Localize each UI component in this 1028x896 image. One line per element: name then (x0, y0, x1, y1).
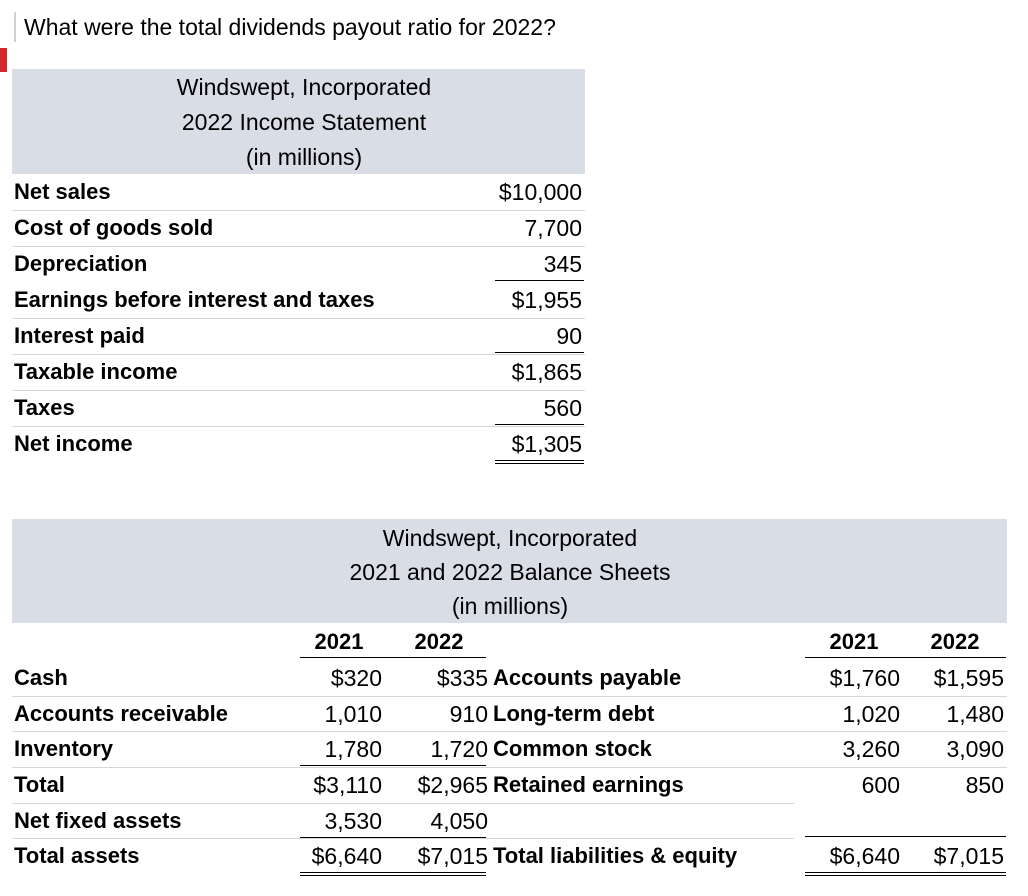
is-value-ebit: $1,955 (511, 287, 582, 313)
bs-re-2021: 600 (861, 772, 900, 798)
is-label-taxable-income: Taxable income (14, 359, 178, 384)
is-value-net-sales: $10,000 (498, 179, 582, 205)
is-label-cogs: Cost of goods sold (14, 215, 214, 240)
bs-re-2022: 850 (965, 772, 1004, 798)
is-label-ebit: Earnings before interest and taxes (14, 287, 375, 312)
is-label-depreciation: Depreciation (14, 251, 148, 276)
bs-label-common-stock: Common stock (493, 736, 652, 761)
bs-ltd-2022: 1,480 (946, 701, 1004, 727)
bs-total-current-2021: $3,110 (313, 772, 382, 798)
bs-inventory-2022: 1,720 (430, 736, 488, 762)
is-label-net-income: Net income (14, 431, 133, 456)
bs-label-accounts-receivable: Accounts receivable (14, 701, 228, 726)
is-label-taxes: Taxes (14, 395, 75, 420)
bs-liab-year-2021: 2021 (829, 629, 879, 654)
bs-label-total-current: Total (14, 772, 65, 797)
question-text: What were the total dividends payout ratio for 2022? (14, 12, 1028, 42)
bs-label-inventory: Inventory (14, 736, 114, 761)
balance-sheet-units: (in millions) (451, 593, 569, 619)
is-value-net-income: $1,305 (511, 431, 582, 457)
bs-ar-2022: 910 (449, 701, 488, 727)
income-statement-title: 2022 Income Statement (181, 109, 427, 135)
is-label-net-sales: Net sales (14, 179, 111, 204)
bs-total-current-2022: $2,965 (417, 772, 488, 798)
bs-cs-2022: 3,090 (946, 736, 1004, 762)
is-value-interest: 90 (556, 323, 582, 349)
is-value-taxes: 560 (543, 395, 582, 421)
bs-label-long-term-debt: Long-term debt (493, 701, 655, 726)
is-label-interest: Interest paid (14, 323, 145, 348)
is-value-depreciation: 345 (543, 251, 582, 277)
bs-cash-2022: $335 (436, 665, 488, 691)
bs-liab-year-2022: 2022 (930, 629, 980, 654)
balance-sheet-title: 2021 and 2022 Balance Sheets (349, 559, 671, 585)
bs-label-cash: Cash (14, 665, 68, 690)
bs-total-assets-2021: $6,640 (311, 843, 382, 869)
bs-ar-2021: 1,010 (324, 701, 382, 727)
bs-ltd-2021: 1,020 (842, 701, 900, 727)
bs-tle-2021: $6,640 (829, 843, 900, 869)
bs-ap-2021: $1,760 (829, 665, 900, 691)
bs-tle-2022: $7,015 (933, 843, 1004, 869)
bs-ap-2022: $1,595 (933, 665, 1004, 691)
bs-inventory-2021: 1,780 (324, 736, 382, 762)
bs-label-accounts-payable: Accounts payable (493, 665, 682, 690)
is-value-taxable-income: $1,865 (511, 359, 582, 385)
bs-cs-2021: 3,260 (842, 736, 900, 762)
bs-nfa-2022: 4,050 (430, 808, 488, 834)
bs-label-total-assets: Total assets (14, 843, 140, 868)
flag-marker (0, 48, 7, 72)
bs-total-assets-2022: $7,015 (417, 843, 488, 869)
bs-label-retained-earnings: Retained earnings (493, 772, 684, 797)
bs-assets-year-2022: 2022 (414, 629, 464, 654)
bs-nfa-2021: 3,530 (324, 808, 382, 834)
income-statement-company: Windswept, Incorporated (176, 74, 432, 100)
bs-label-total-liabilities-equity: Total liabilities & equity (493, 843, 738, 868)
income-statement-units: (in millions) (245, 144, 363, 170)
bs-cash-2021: $320 (330, 665, 382, 691)
bs-assets-year-2021: 2021 (314, 629, 364, 654)
is-value-cogs: 7,700 (524, 215, 582, 241)
bs-label-net-fixed-assets: Net fixed assets (14, 808, 182, 833)
balance-sheet-company: Windswept, Incorporated (382, 525, 638, 551)
